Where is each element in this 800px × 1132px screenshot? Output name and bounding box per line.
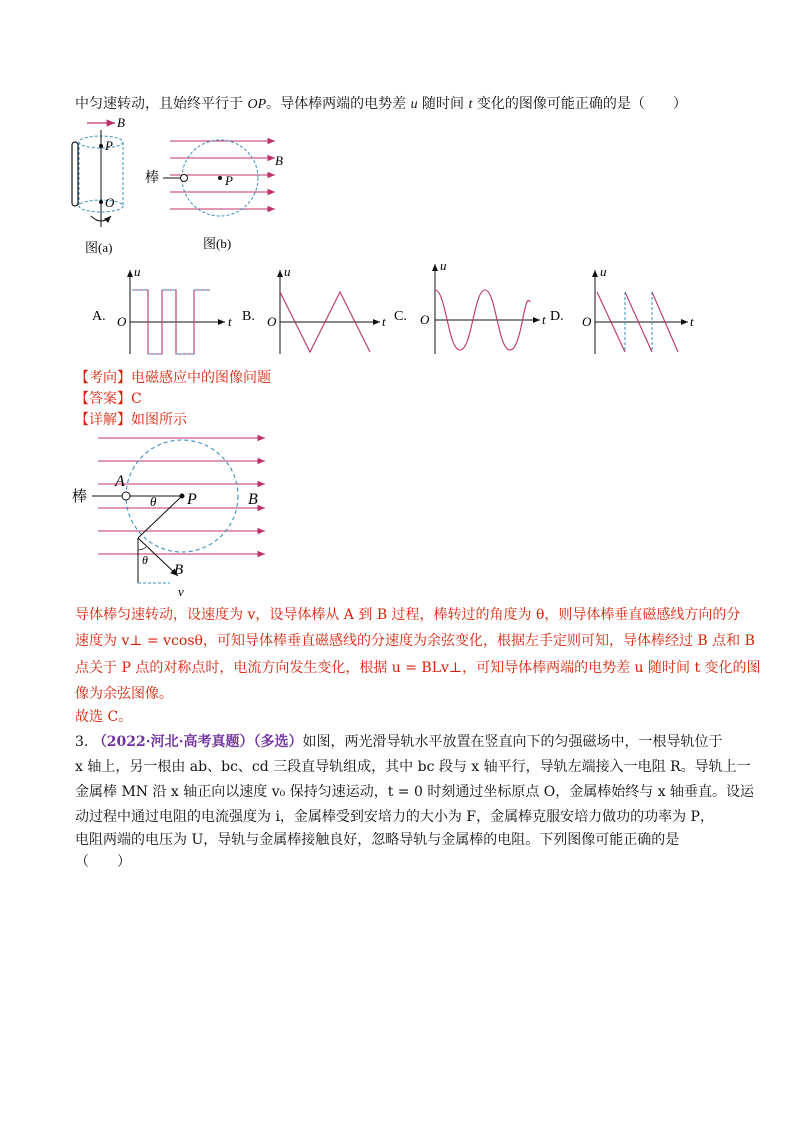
label-v: v — [178, 584, 184, 599]
svg-text:O: O — [420, 312, 430, 327]
explanation-line-1: 导体棒匀速转动，设速度为 v，设导体棒从 A 到 B 过程，棒转过的角度为 θ，则导体棒垂直磁感线方向的分 — [75, 607, 741, 623]
svg-text:u: u — [600, 264, 607, 279]
svg-text:u: u — [134, 264, 141, 279]
figure-b-topview — [145, 130, 305, 255]
solution-figure — [70, 428, 290, 608]
label-b: B — [275, 153, 283, 168]
options-graphs — [90, 258, 700, 362]
stem-text: 中匀速转动，且始终平行于 — [75, 96, 248, 112]
figure-a-cylinder — [65, 112, 145, 257]
stem-text: 随时间 — [417, 96, 469, 112]
option-d[interactable] — [550, 264, 694, 354]
label-p: P — [225, 173, 233, 188]
q3-line-3: 金属棒 MN 沿 x 轴正向以速度 v₀ 保持匀速运动，t = 0 时刻通过坐标原点 O，金属棒始终与 x 轴垂直。设运 — [75, 784, 755, 800]
svg-text:u: u — [284, 264, 291, 279]
question-number: 3. — [75, 734, 89, 750]
svg-text:t: t — [228, 314, 232, 329]
option-b[interactable] — [242, 264, 386, 354]
stem-op: OP — [247, 97, 267, 112]
rod — [72, 142, 78, 206]
explanation-line-4: 像为余弦图像。 — [75, 686, 173, 702]
q3-line-5: 电阻两端的电压为 U，导轨与金属棒接触良好，忽略导轨与金属棒的电阻。下列图像可能正确的是 — [75, 832, 680, 848]
label-theta1: θ — [150, 494, 157, 509]
caption-a: 图(a) — [85, 240, 113, 255]
detail: 【详解】如图所示 — [75, 412, 187, 428]
conclusion: 故选 C。 — [75, 709, 133, 725]
label-p: P — [187, 491, 197, 508]
svg-text:O: O — [267, 314, 277, 329]
svg-text:O: O — [582, 314, 592, 329]
option-b-label: B. — [242, 309, 255, 324]
caption-b: 图(b) — [203, 236, 232, 251]
option-c-label: C. — [394, 309, 407, 324]
label-b1: B — [248, 491, 258, 508]
kaoxiang: 【考向】电磁感应中的图像问题 — [75, 370, 271, 386]
question-source: （2022·河北·高考真题）（多选） — [92, 734, 303, 750]
label-rod: 棒 — [72, 489, 88, 505]
svg-text:t: t — [542, 312, 546, 327]
q3-line-4: 动过程中通过电阻的电流强度为 i，金属棒受到安培力的大小为 F，金属棒克服安培力做功的功率为 P， — [75, 809, 714, 825]
q2-stem — [75, 94, 687, 115]
option-c[interactable] — [394, 258, 546, 354]
label-theta2: θ — [142, 553, 148, 567]
stem-text: 变化的图像可能正确的是（ ） — [472, 96, 687, 112]
explanation-line-3: 点关于 P 点的对称点时，电流方向发生变化，根据 u = BLv⊥，可知导体棒两端的电势差 u 随时间 t 变化的图 — [75, 660, 761, 676]
q3-line-6: （ ） — [75, 854, 131, 870]
stem-u: u — [410, 97, 418, 112]
svg-text:u: u — [440, 258, 447, 273]
svg-text:t: t — [690, 314, 694, 329]
explanation-line-2: 速度为 v⊥ = vcosθ，可知导体棒垂直磁感线的分速度为余弦变化，根据左手定则可知，导体棒经过 B 点和 B — [75, 633, 755, 649]
answer: 【答案】C — [75, 391, 142, 407]
svg-text:t: t — [382, 314, 386, 329]
label-p: P — [105, 138, 113, 153]
label-o: O — [105, 195, 115, 210]
stem-t: t — [468, 97, 473, 112]
label-b2: B — [174, 562, 184, 578]
label-b: B — [117, 115, 125, 130]
label-a: A — [115, 473, 125, 490]
svg-text:O: O — [117, 314, 127, 329]
q3-line-1: 3. （2022·河北·高考真题）（多选）如图，两光滑导轨水平放置在竖直向下的匀强磁场中，一根导轨位于 — [75, 734, 723, 750]
label-rod: 棒 — [145, 171, 159, 186]
option-d-label: D. — [550, 309, 564, 324]
stem-text: 。导体棒两端的电势差 — [266, 96, 411, 112]
option-a[interactable] — [92, 264, 232, 354]
option-a-label: A. — [92, 309, 106, 324]
q3-line-2: x 轴上，另一根由 ab、bc、cd 三段直导轨组成，其中 bc 段与 x 轴平行，导轨左端接入一电阻 R。导轨上一 — [75, 759, 751, 775]
